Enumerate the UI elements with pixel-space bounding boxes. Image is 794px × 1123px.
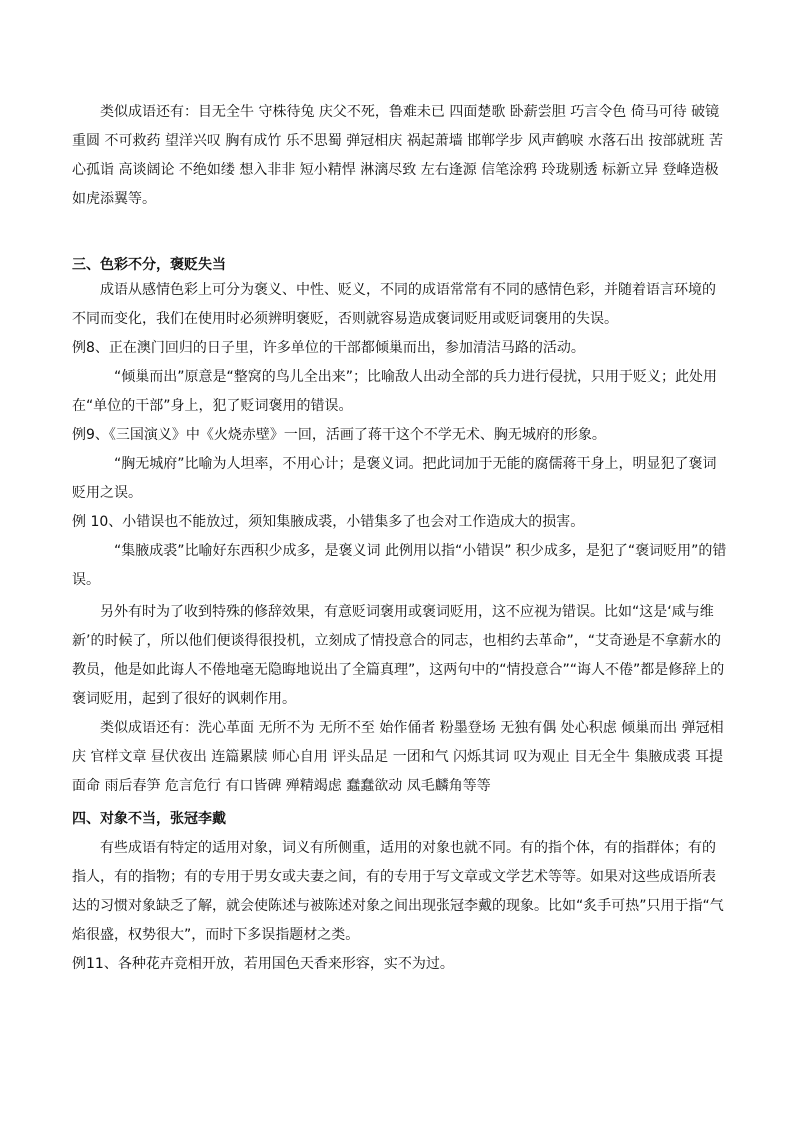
example-10: 例 10、小错误也不能放过，须知集腋成裘，小错集多了也会对工作造成大的损害。	[72, 514, 585, 530]
section-3-heading: 三、色彩不分，褒贬失当	[72, 257, 226, 273]
example-8-explanation: “倾巢而出”原意是“整窝的鸟儿全出来”；比喻敌人出动全部的兵力进行侵扰，只用于贬义；此处用在“单位的干部”身上，犯了贬词褒用的错误。	[72, 369, 718, 414]
rhetorical-use-paragraph: 另外有时为了收到特殊的修辞效果，有意贬词褒用或褒词贬用，这不应视为错误。比如“这是‘咸与维新’的时候了，所以他们便谈得很投机，立刻成了情投意合的同志，也相约去革命”，“艾奇逊是不拿薪水的教员，他是如此诲人不倦地毫无隐晦地说出了全篇真理”，这两句中的“情投意合”“诲人不倦”都是修辞上的褒词贬用，起到了很好的讽刺作用。	[72, 604, 725, 707]
similar-idioms-paragraph-2: 类似成语还有：洗心革面 无所不为 无所不至 始作俑者 粉墨登场 无独有偶 处心积虑 倾巢而出 弹冠相庆 官样文章 昼伏夜出 连篇累牍 师心自用 评头品足 一团和气 闪烁其词 叹为观止 目无全牛 集腋成裘 耳提面命 雨后春笋 危言危行 有口皆碑 殚精竭虑 蠢蠢欲动 凤毛麟角等等	[72, 720, 724, 794]
example-9-explanation: “胸无城府”比喻为人坦率，不用心计；是褒义词。把此词加于无能的腐儒蒋干身上，明显犯了褒词贬用之误。	[72, 456, 717, 501]
section-4-heading: 四、对象不当，张冠李戴	[72, 811, 226, 827]
section-3-intro: 成语从感情色彩上可分为褒义、中性、贬义，不同的成语常常有不同的感情色彩，并随着语言环境的不同而变化，我们在使用时必须辨明褒贬，否则就容易造成褒词贬用或贬词褒用的失误。	[72, 282, 716, 327]
example-8: 例8、正在澳门回归的日子里，许多单位的干部都倾巢而出，参加清洁马路的活动。	[72, 340, 585, 356]
example-9: 例9、《三国演义》中《火烧赤壁》一回，活画了蒋干这个不学无术、胸无城府的形象。	[72, 427, 606, 443]
example-10-explanation: “集腋成裘”比喻好东西积少成多，是褒义词 此例用以指“小错误” 积少成多，是犯了“褒词贬用”的错误。	[72, 543, 727, 588]
similar-idioms-paragraph-1: 类似成语还有：目无全牛 守株待兔 庆父不死，鲁难未已 四面楚歌 卧薪尝胆 巧言令色 倚马可待 破镜重圆 不可救药 望洋兴叹 胸有成竹 乐不思蜀 弹冠相庆 祸起萧墙 邯郸学步 风声鹤唳 水落石出 按部就班 苦心孤诣 高谈阔论 不绝如缕 想入非非 短小精悍 淋漓尽致 左右逢源 信笔涂鸦 玲珑剔透 标新立异 登峰造极 如虎添翼等。	[72, 104, 723, 207]
section-4-intro: 有些成语有特定的适用对象，词义有所侧重，适用的对象也就不同。有的指个体，有的指群体；有的指人，有的指物；有的专用于男女或夫妻之间，有的专用于写文章或文学艺术等等。如果对这些成语所表达的习惯对象缺乏了解，就会使陈述与被陈述对象之间出现张冠李戴的现象。比如“炙手可热”只用于指“气焰很盛，权势很大”，而时下多误指题材之类。	[72, 840, 724, 943]
example-11: 例11、各种花卉竞相开放，若用国色天香来形容，实不为过。	[72, 956, 454, 972]
